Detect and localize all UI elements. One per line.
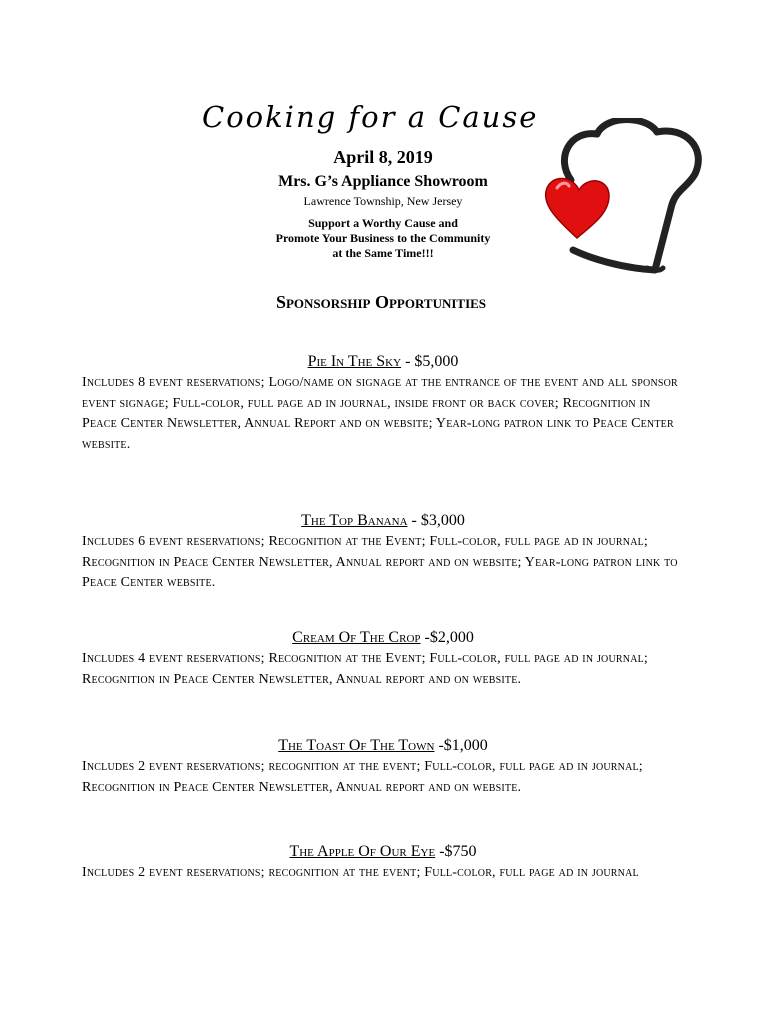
event-location: Lawrence Township, New Jersey [303,194,463,208]
sponsorship-tier-toast-of-the-town [82,737,684,798]
tier-price: $5,000 [414,353,459,370]
tier-separator: - [401,353,415,370]
tagline-line: Support a Worthy Cause and [308,216,458,230]
tier-price: $3,000 [420,512,465,529]
event-date: April 8, 2019 [333,147,433,167]
event-title: Cooking for a Cause [202,100,539,134]
tier-separator: - [407,512,421,529]
tier-price: $1,000 [443,737,488,754]
tier-description: Includes 2 event reservations; recognition at the event; Full-color, full page ad in journal; Recognition in Peace Center Newsletter, Annual report and on website. [82,759,643,795]
tier-description: Includes 6 event reservations; Recognition at the Event; Full-color, full page ad in journal; Recognition in Peace Center Newsletter, Annual report and on website; Year-long patron link to Peace Center website. [82,534,678,590]
tier-description: Includes 2 event reservations; recognition at the event; Full-color, full page ad in journal [82,865,639,880]
tier-description: Includes 8 event reservations; Logo/name on signage at the entrance of the event and all sponsor event signage; Full-color, full page ad in journal, inside front or back cover; Recognition in Peace Center Newsletter, Annual Report and on website; Year-long patron link to Peace Center website. [82,375,678,452]
event-venue: Mrs. G’s Appliance Showroom [278,173,488,190]
tagline-line: Promote Your Business to the Community [275,231,491,245]
sponsorship-tier-cream-of-the-crop [82,629,684,690]
event-tagline [230,216,536,261]
sponsorship-tier-apple-of-our-eye [82,843,684,884]
tier-separator: - [420,629,430,646]
tier-title [82,843,684,861]
tier-name: The Top Banana [301,512,408,529]
sponsorship-heading: Sponsorship Opportunities [275,292,487,312]
tier-title [82,512,684,530]
chef-hat-heart-icon [535,118,715,286]
chef-hat-band [647,268,663,270]
tier-title [82,737,684,755]
tier-name: The Toast Of The Town [278,737,435,754]
tier-separator: - [434,737,444,754]
sponsorship-tier-top-banana [82,512,684,594]
tagline-line: at the Same Time!!! [332,246,434,260]
tier-title [82,353,684,371]
tier-price: $750 [444,843,477,860]
tier-separator: - [435,843,445,860]
tier-name: Cream Of The Crop [292,629,421,646]
tier-price: $2,000 [429,629,474,646]
tier-title [82,629,684,647]
tier-name: The Apple Of Our Eye [289,843,436,860]
tier-description: Includes 4 event reservations; Recognition at the Event; Full-color, full page ad in journal; Recognition in Peace Center Newsletter, Annual report and on website. [82,651,649,687]
sponsorship-tier-pie-in-the-sky [82,353,684,455]
tier-name: Pie In The Sky [307,353,402,370]
heart-shape [546,178,609,238]
